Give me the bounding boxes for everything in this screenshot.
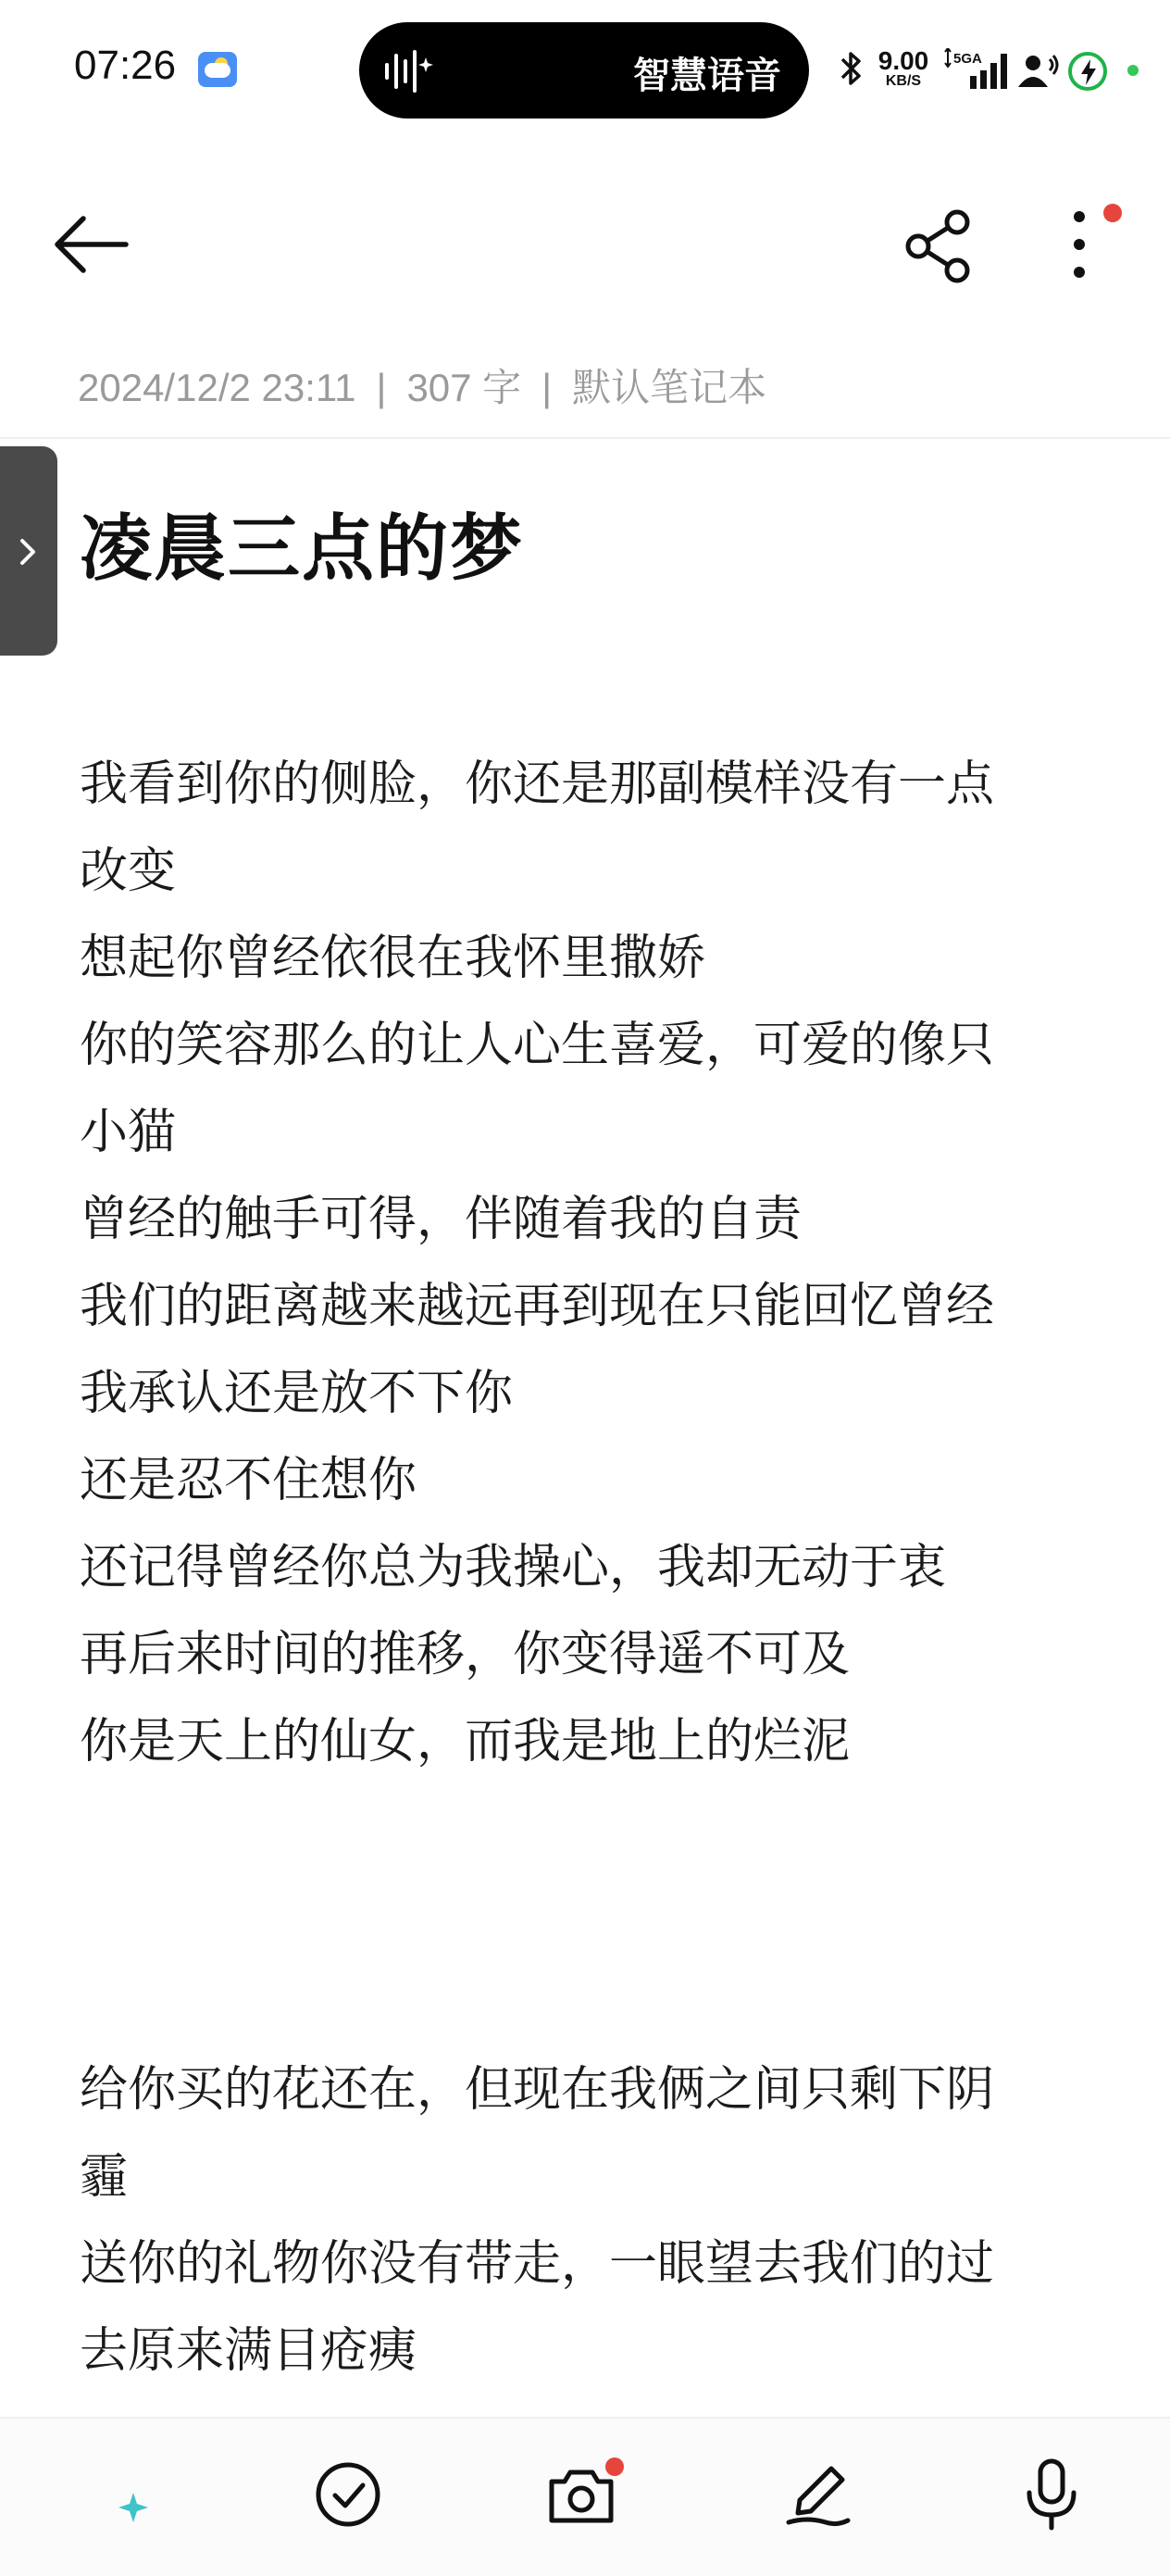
bottom-toolbar bbox=[0, 2417, 1170, 2576]
body-line[interactable]: 我们的距离越来越远再到现在只能回忆曾经 bbox=[80, 1279, 995, 1334]
ai-format-button[interactable] bbox=[78, 2456, 156, 2533]
body-line[interactable]: 曾经的触手可得，伴随着我的自责 bbox=[80, 1192, 803, 1247]
more-vertical-icon bbox=[1055, 206, 1111, 285]
body-line[interactable]: 送你的礼物你没有带走，一眼望去我们的过 bbox=[80, 2236, 995, 2292]
voice-wave-icon bbox=[381, 48, 437, 94]
battery-charging-icon bbox=[1068, 52, 1107, 91]
body-line[interactable]: 给你买的花还在，但现在我俩之间只剩下阴 bbox=[80, 2062, 995, 2118]
meta-separator: | bbox=[541, 366, 553, 409]
camera-notification-dot bbox=[605, 2457, 624, 2476]
body-line[interactable]: 还记得曾经你总为我操心，我却无动于衷 bbox=[80, 1540, 947, 1595]
body-line[interactable]: 改变 bbox=[80, 844, 177, 899]
header-divider bbox=[0, 437, 1170, 439]
body-line[interactable]: 你的笑容那么的让人心生喜爱，可爱的像只 bbox=[80, 1018, 995, 1073]
status-bar bbox=[0, 0, 1170, 139]
body-line[interactable]: 再后来时间的推移，你变得遥不可及 bbox=[80, 1627, 851, 1682]
network-speed-value: 9.00 bbox=[878, 46, 929, 75]
share-button[interactable] bbox=[903, 209, 977, 283]
note-title[interactable]: 凌晨三点的梦 bbox=[80, 507, 525, 591]
microphone-icon bbox=[1013, 2456, 1090, 2533]
arrow-left-icon bbox=[46, 207, 135, 281]
voice-assistant-label: 智慧语音 bbox=[633, 55, 781, 97]
body-line[interactable]: 小猫 bbox=[80, 1105, 177, 1160]
signal-icon bbox=[942, 48, 1011, 94]
side-panel-handle[interactable] bbox=[0, 446, 57, 656]
network-speed bbox=[875, 48, 932, 89]
body-line[interactable]: 我承认还是放不下你 bbox=[80, 1366, 514, 1421]
body-line[interactable]: 霾 bbox=[80, 2149, 129, 2205]
chevron-right-icon bbox=[17, 533, 41, 570]
blank-line[interactable] bbox=[80, 1785, 1098, 1872]
back-button[interactable] bbox=[46, 207, 135, 281]
note-body[interactable] bbox=[80, 741, 1098, 2395]
hotspot-icon bbox=[1016, 52, 1059, 93]
weather-icon bbox=[198, 52, 237, 87]
voice-assistant-pill[interactable] bbox=[359, 22, 809, 119]
note-notebook[interactable]: 默认笔记本 bbox=[572, 366, 767, 409]
note-word-count: 307 字 bbox=[406, 366, 522, 409]
checklist-button[interactable] bbox=[309, 2456, 387, 2533]
body-line[interactable]: 还是忍不住想你 bbox=[80, 1453, 417, 1508]
body-line[interactable]: 想起你曾经依很在我怀里撒娇 bbox=[80, 931, 706, 986]
status-time: 07:26 bbox=[74, 43, 177, 88]
handwriting-button[interactable] bbox=[779, 2456, 857, 2533]
checklist-icon bbox=[309, 2456, 387, 2533]
share-icon bbox=[903, 209, 977, 283]
more-options-button[interactable] bbox=[1055, 206, 1111, 285]
body-line[interactable]: 去原来满目疮痍 bbox=[80, 2323, 417, 2379]
privacy-indicator-dot bbox=[1127, 65, 1139, 76]
blank-line[interactable] bbox=[80, 1872, 1098, 1959]
pen-icon bbox=[779, 2456, 857, 2533]
note-meta bbox=[78, 357, 766, 413]
ai-format-icon bbox=[78, 2456, 156, 2533]
body-line[interactable]: 我看到你的侧脸，你还是那副模样没有一点 bbox=[80, 757, 995, 812]
bluetooth-icon bbox=[839, 48, 865, 98]
blank-line[interactable] bbox=[80, 1959, 1098, 2046]
note-datetime: 2024/12/2 23:11 bbox=[78, 366, 356, 409]
network-type-label: 5GA bbox=[953, 51, 982, 67]
body-line[interactable]: 你是天上的仙女，而我是地上的烂泥 bbox=[80, 1714, 851, 1769]
voice-input-button[interactable] bbox=[1013, 2456, 1090, 2533]
meta-separator: | bbox=[376, 366, 387, 409]
network-speed-unit: KB/S bbox=[885, 73, 922, 89]
notification-dot bbox=[1103, 204, 1122, 222]
